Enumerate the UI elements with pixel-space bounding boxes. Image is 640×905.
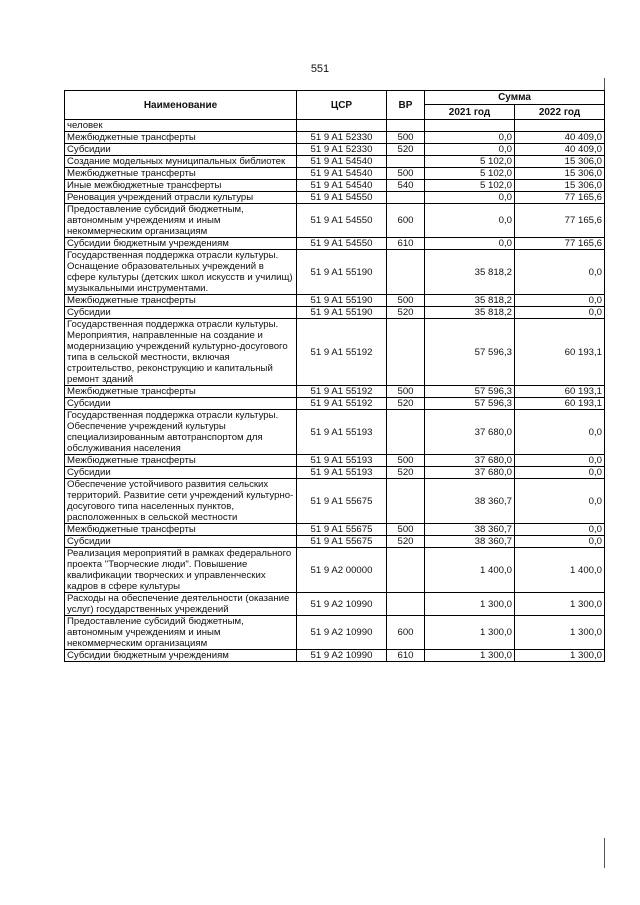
cell-name: Субсидии бюджетным учреждениям [65, 238, 297, 250]
cell-name: Субсидии [65, 144, 297, 156]
cell-2022: 1 300,0 [515, 650, 605, 662]
cell-2022: 1 300,0 [515, 616, 605, 650]
table-row [65, 295, 605, 307]
cell-csr: 51 9 A2 10990 [297, 616, 387, 650]
table-row [65, 593, 605, 616]
cell-name: Субсидии [65, 467, 297, 479]
table-row [65, 180, 605, 192]
cell-vr [387, 156, 425, 168]
cell-name: Обеспечение устойчивого развития сельских территорий. Развитие сети учреждений культурно-досугового типа населенных пунктов, расположенных в сельской местности [65, 479, 297, 524]
cell-name: Межбюджетные трансферты [65, 132, 297, 144]
cell-csr: 51 9 A2 10990 [297, 650, 387, 662]
cell-csr: 51 9 A1 55193 [297, 455, 387, 467]
cell-csr: 51 9 A1 54540 [297, 156, 387, 168]
cell-2021: 57 596,3 [425, 398, 515, 410]
table-row [65, 250, 605, 295]
cell-vr: 610 [387, 650, 425, 662]
cell-csr: 51 9 A2 00000 [297, 548, 387, 593]
cell-2022: 0,0 [515, 479, 605, 524]
cell-vr: 520 [387, 307, 425, 319]
cell-2021: 1 300,0 [425, 593, 515, 616]
cell-2021: 37 680,0 [425, 467, 515, 479]
table-row [65, 455, 605, 467]
cell-2021: 35 818,2 [425, 250, 515, 295]
cell-2022: 1 400,0 [515, 548, 605, 593]
cell-2021: 1 300,0 [425, 616, 515, 650]
table-row [65, 144, 605, 156]
table-row [65, 192, 605, 204]
table-row-lead [65, 120, 605, 132]
table-row [65, 319, 605, 386]
cell-2021: 1 400,0 [425, 548, 515, 593]
cell-vr [387, 479, 425, 524]
cell-vr: 500 [387, 168, 425, 180]
cell-2021: 35 818,2 [425, 295, 515, 307]
cell-2022: 60 193,1 [515, 398, 605, 410]
cell-csr: 51 9 A1 55675 [297, 536, 387, 548]
header-csr: ЦСР [297, 91, 387, 120]
cell-csr: 51 9 A1 55675 [297, 524, 387, 536]
cell-vr: 500 [387, 524, 425, 536]
table-row [65, 548, 605, 593]
cell-name: Межбюджетные трансферты [65, 168, 297, 180]
budget-table [64, 90, 605, 662]
table-row [65, 156, 605, 168]
cell-csr: 51 9 A1 55193 [297, 467, 387, 479]
cell-name: Иные межбюджетные трансферты [65, 180, 297, 192]
header-sum: Сумма [425, 91, 605, 105]
cell-csr: 51 9 A1 55190 [297, 250, 387, 295]
cell-2021: 0,0 [425, 238, 515, 250]
cell-csr: 51 9 A1 55190 [297, 307, 387, 319]
table-row [65, 616, 605, 650]
cell-name: Создание модельных муниципальных библиотек [65, 156, 297, 168]
table-row [65, 536, 605, 548]
cell-2022: 77 165,6 [515, 238, 605, 250]
cell-2021: 37 680,0 [425, 410, 515, 455]
cell-2021: 5 102,0 [425, 156, 515, 168]
cell-2022: 0,0 [515, 410, 605, 455]
cell-name: Межбюджетные трансферты [65, 386, 297, 398]
cell-csr: 51 9 A1 55675 [297, 479, 387, 524]
cell-name: Государственная поддержка отрасли культуры. Оснащение образовательных учреждений в сфере культуры (детских школ искусств и училищ) музыкальными инструментами. [65, 250, 297, 295]
cell-vr [387, 548, 425, 593]
table-row [65, 386, 605, 398]
table-row [65, 238, 605, 250]
margin-line-bottom [604, 838, 605, 868]
cell-2022: 15 306,0 [515, 180, 605, 192]
table-row [65, 524, 605, 536]
table-row [65, 398, 605, 410]
cell-csr: 51 9 A1 55192 [297, 398, 387, 410]
table-row [65, 650, 605, 662]
header-year-2022: 2022 год [515, 105, 605, 120]
table-row [65, 307, 605, 319]
cell-name: Субсидии [65, 307, 297, 319]
cell-2021: 0,0 [425, 132, 515, 144]
cell-2021: 0,0 [425, 192, 515, 204]
cell-vr: 500 [387, 455, 425, 467]
cell-vr: 520 [387, 536, 425, 548]
lead-text: человек [65, 120, 297, 132]
cell-csr: 51 9 A1 54550 [297, 204, 387, 238]
cell-name: Субсидии [65, 536, 297, 548]
cell-2022: 0,0 [515, 524, 605, 536]
cell-name: Субсидии [65, 398, 297, 410]
cell-2022: 0,0 [515, 295, 605, 307]
table-body [65, 120, 605, 662]
cell-csr: 51 9 A1 55192 [297, 319, 387, 386]
cell-vr [387, 192, 425, 204]
cell-2021: 5 102,0 [425, 180, 515, 192]
cell-vr: 500 [387, 295, 425, 307]
cell-vr: 610 [387, 238, 425, 250]
cell-2022: 0,0 [515, 455, 605, 467]
cell-2021: 57 596,3 [425, 386, 515, 398]
cell-csr: 51 9 A1 52330 [297, 132, 387, 144]
cell-csr: 51 9 A1 54540 [297, 180, 387, 192]
cell-2021: 38 360,7 [425, 524, 515, 536]
cell-vr: 540 [387, 180, 425, 192]
cell-2022: 0,0 [515, 250, 605, 295]
cell-name: Реновация учреждений отрасли культуры [65, 192, 297, 204]
cell-vr [387, 250, 425, 295]
cell-2022: 77 165,6 [515, 204, 605, 238]
cell-2021: 38 360,7 [425, 479, 515, 524]
header-name: Наименование [65, 91, 297, 120]
cell-2022: 40 409,0 [515, 132, 605, 144]
cell-csr: 51 9 A1 55190 [297, 295, 387, 307]
cell-vr: 520 [387, 144, 425, 156]
cell-csr: 51 9 A1 54550 [297, 192, 387, 204]
cell-2022: 15 306,0 [515, 168, 605, 180]
cell-name: Государственная поддержка отрасли культуры. Мероприятия, направленные на создание и модернизацию учреждений культурно-досугового типа в сельской местности, включая строительство, реконструкцию и капитальный ремонт зданий [65, 319, 297, 386]
cell-2022: 77 165,6 [515, 192, 605, 204]
cell-vr: 500 [387, 132, 425, 144]
cell-2021: 0,0 [425, 204, 515, 238]
cell-2021: 37 680,0 [425, 455, 515, 467]
header-vr: ВР [387, 91, 425, 120]
cell-vr: 600 [387, 616, 425, 650]
cell-2021: 5 102,0 [425, 168, 515, 180]
cell-2021: 1 300,0 [425, 650, 515, 662]
cell-vr [387, 593, 425, 616]
cell-2022: 60 193,1 [515, 319, 605, 386]
cell-csr: 51 9 A1 55192 [297, 386, 387, 398]
cell-csr: 51 9 A2 10990 [297, 593, 387, 616]
cell-vr: 520 [387, 398, 425, 410]
table-row [65, 410, 605, 455]
cell-csr: 51 9 A1 54550 [297, 238, 387, 250]
cell-name: Предоставление субсидий бюджетным, автономным учреждениям и иным некоммерческим организациям [65, 204, 297, 238]
cell-vr: 600 [387, 204, 425, 238]
cell-name: Межбюджетные трансферты [65, 524, 297, 536]
table-row [65, 168, 605, 180]
cell-2022: 0,0 [515, 536, 605, 548]
cell-name: Межбюджетные трансферты [65, 455, 297, 467]
cell-2021: 0,0 [425, 144, 515, 156]
cell-2022: 60 193,1 [515, 386, 605, 398]
cell-2021: 35 818,2 [425, 307, 515, 319]
cell-2022: 1 300,0 [515, 593, 605, 616]
cell-name: Государственная поддержка отрасли культуры. Обеспечение учреждений культуры специализированным автотранспортом для обслуживания населения [65, 410, 297, 455]
page-number: 551 [310, 63, 330, 75]
cell-vr: 520 [387, 467, 425, 479]
cell-csr: 51 9 A1 55193 [297, 410, 387, 455]
cell-csr: 51 9 A1 54540 [297, 168, 387, 180]
cell-2022: 0,0 [515, 467, 605, 479]
table-row [65, 132, 605, 144]
cell-2021: 57 596,3 [425, 319, 515, 386]
cell-name: Субсидии бюджетным учреждениям [65, 650, 297, 662]
cell-vr [387, 319, 425, 386]
cell-name: Предоставление субсидий бюджетным, автономным учреждениям и иным некоммерческим организациям [65, 616, 297, 650]
cell-name: Реализация мероприятий в рамках федерального проекта "Творческие люди". Повышение квалификации творческих и управленческих кадров в сфере культуры [65, 548, 297, 593]
cell-vr [387, 410, 425, 455]
cell-2022: 0,0 [515, 307, 605, 319]
cell-2022: 40 409,0 [515, 144, 605, 156]
cell-2021: 38 360,7 [425, 536, 515, 548]
table-row [65, 479, 605, 524]
table-row [65, 204, 605, 238]
table-row [65, 467, 605, 479]
cell-2022: 15 306,0 [515, 156, 605, 168]
table-header [65, 91, 605, 120]
cell-name: Межбюджетные трансферты [65, 295, 297, 307]
cell-vr: 500 [387, 386, 425, 398]
cell-name: Расходы на обеспечение деятельности (оказание услуг) государственных учреждений [65, 593, 297, 616]
header-year-2021: 2021 год [425, 105, 515, 120]
cell-csr: 51 9 A1 52330 [297, 144, 387, 156]
